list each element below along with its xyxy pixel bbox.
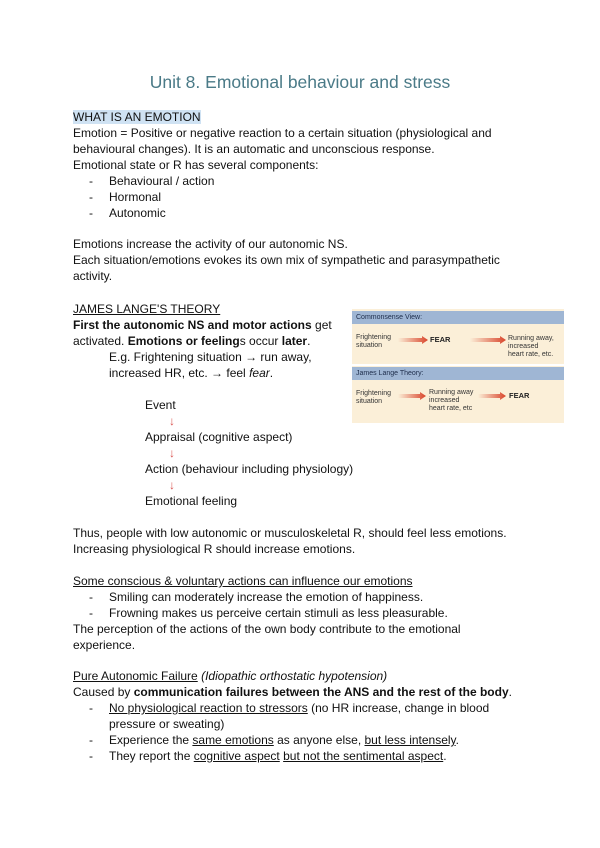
- underlined-text: No physiological reaction to stressors: [109, 701, 308, 715]
- list-item: [73, 700, 543, 732]
- diagram-text: heart rate, etc: [429, 405, 473, 412]
- components-list: [73, 173, 543, 221]
- diagram-label: [429, 389, 473, 413]
- section-heading-voluntary: Some conscious & voluntary actions can influence our emotions: [73, 574, 413, 588]
- bold-text: Emotions or feeling: [127, 334, 240, 348]
- list-item: [73, 748, 543, 764]
- list-item: - Smiling can moderately increase the emotion of happiness.: [73, 589, 543, 605]
- diagram-text: increased: [429, 397, 460, 404]
- underlined-text: but less intensely: [364, 733, 456, 747]
- right-arrow-icon: [398, 392, 426, 400]
- list-item: [73, 732, 543, 748]
- diagram-header-commonsense: Commonsense View:: [352, 311, 564, 324]
- diagram-text: heart rate, etc.: [508, 351, 554, 358]
- underlined-text: but not the sentimental aspect: [283, 749, 444, 763]
- bold-text: later: [281, 334, 308, 348]
- text: (no HR increase, change in blood: [307, 701, 490, 715]
- text: .: [443, 749, 447, 763]
- flow-step-appraisal: Appraisal (cognitive aspect): [145, 430, 293, 444]
- diagram-text: Frightening: [356, 334, 392, 341]
- diagram-text: Running away,: [508, 335, 554, 342]
- list-item: - Hormonal: [73, 189, 543, 205]
- text: activated.: [73, 334, 128, 348]
- section-heading-james-lange: JAMES LANGE'S THEORY: [73, 302, 221, 316]
- down-arrow-icon: ↓: [169, 446, 175, 460]
- text: Caused by: [73, 685, 134, 699]
- list-item: - Autonomic: [73, 205, 543, 221]
- text: .: [508, 685, 512, 699]
- text-line: The perception of the actions of the own body contribute to the emotional: [73, 622, 461, 636]
- section-voluntary-actions: [73, 573, 543, 653]
- example-text: increased HR, etc. → feel: [109, 366, 250, 380]
- text-line: behavioural changes). It is an automatic and unconscious response.: [73, 142, 435, 156]
- diagram-text: Running away: [429, 389, 474, 396]
- bold-text: communication failures between the ANS and the rest of the body: [133, 685, 509, 699]
- text: s occur: [239, 334, 282, 348]
- example-line: E.g. Frightening situation → run away,: [109, 350, 312, 364]
- page-title: Unit 8. Emotional behaviour and stress: [149, 72, 451, 92]
- underlined-text: same emotions: [192, 733, 274, 747]
- section-pure-autonomic-failure: [73, 668, 543, 764]
- actions-list: [73, 589, 543, 621]
- diagram-header-james-lange: James Lange Theory:: [352, 367, 564, 380]
- diagram-label: [356, 390, 391, 406]
- text-line: Emotions increase the activity of our autonomic NS.: [73, 237, 348, 251]
- italic-text: (Idiopathic orthostatic hypotension): [197, 669, 388, 683]
- diagram-text: increased: [508, 343, 539, 350]
- section-heading-paf: Pure Autonomic Failure: [73, 669, 198, 683]
- text-line: Increasing physiological R should increase emotions.: [73, 542, 356, 556]
- section-what-is-emotion: [73, 109, 543, 221]
- italic-text: fear: [249, 366, 270, 380]
- diagram-fear-label: FEAR: [430, 335, 451, 344]
- autonomic-paragraph: [73, 236, 543, 284]
- text-line: Emotional state or R has several components:: [73, 158, 319, 172]
- paf-list: [73, 700, 543, 764]
- text: .: [307, 334, 311, 348]
- diagram-text: situation: [356, 398, 383, 405]
- text-line: Emotion = Positive or negative reaction to a certain situation (physiological and: [73, 126, 492, 140]
- divider: [352, 364, 564, 366]
- right-arrow-icon: [478, 392, 506, 400]
- right-arrow-icon: [470, 336, 506, 344]
- text: pressure or sweating): [109, 717, 225, 731]
- text: They report the: [109, 749, 194, 763]
- flow-step-action: Action (behaviour including physiology): [145, 462, 354, 476]
- text-line: experience.: [73, 638, 136, 652]
- diagram-fear-label: FEAR: [509, 391, 530, 400]
- underlined-text: cognitive aspect: [193, 749, 280, 763]
- text: Experience the: [109, 733, 193, 747]
- text: .: [269, 366, 274, 380]
- text: get: [311, 318, 332, 332]
- diagram-text: Frightening: [356, 390, 392, 397]
- down-arrow-icon: ↓: [169, 414, 175, 428]
- right-arrow-icon: [398, 336, 428, 344]
- diagram-label: [508, 335, 554, 359]
- list-item: - Behavioural / action: [73, 173, 543, 189]
- flow-sequence: [145, 397, 353, 509]
- theory-diagram: [352, 309, 564, 423]
- text: .: [455, 733, 460, 747]
- flow-step-event: Event: [145, 398, 176, 412]
- section-james-lange: [73, 301, 343, 381]
- section-heading-emotion: WHAT IS AN EMOTION: [73, 110, 201, 124]
- flow-step-feeling: Emotional feeling: [145, 494, 238, 508]
- text-line: Each situation/emotions evokes its own mix of sympathetic and parasympathetic: [73, 253, 500, 267]
- text-line: Thus, people with low autonomic or musculoskeletal R, should feel less emotions.: [73, 526, 507, 540]
- bold-text: First the autonomic NS and motor actions: [73, 318, 312, 332]
- down-arrow-icon: ↓: [169, 478, 175, 492]
- list-item: - Frowning makes us perceive certain stimuli as less pleasurable.: [73, 605, 543, 621]
- diagram-text: situation: [356, 342, 383, 349]
- conclusion-paragraph: [73, 525, 543, 557]
- text: as anyone else,: [273, 733, 365, 747]
- diagram-label: [356, 334, 391, 350]
- text-line: activity.: [73, 269, 113, 283]
